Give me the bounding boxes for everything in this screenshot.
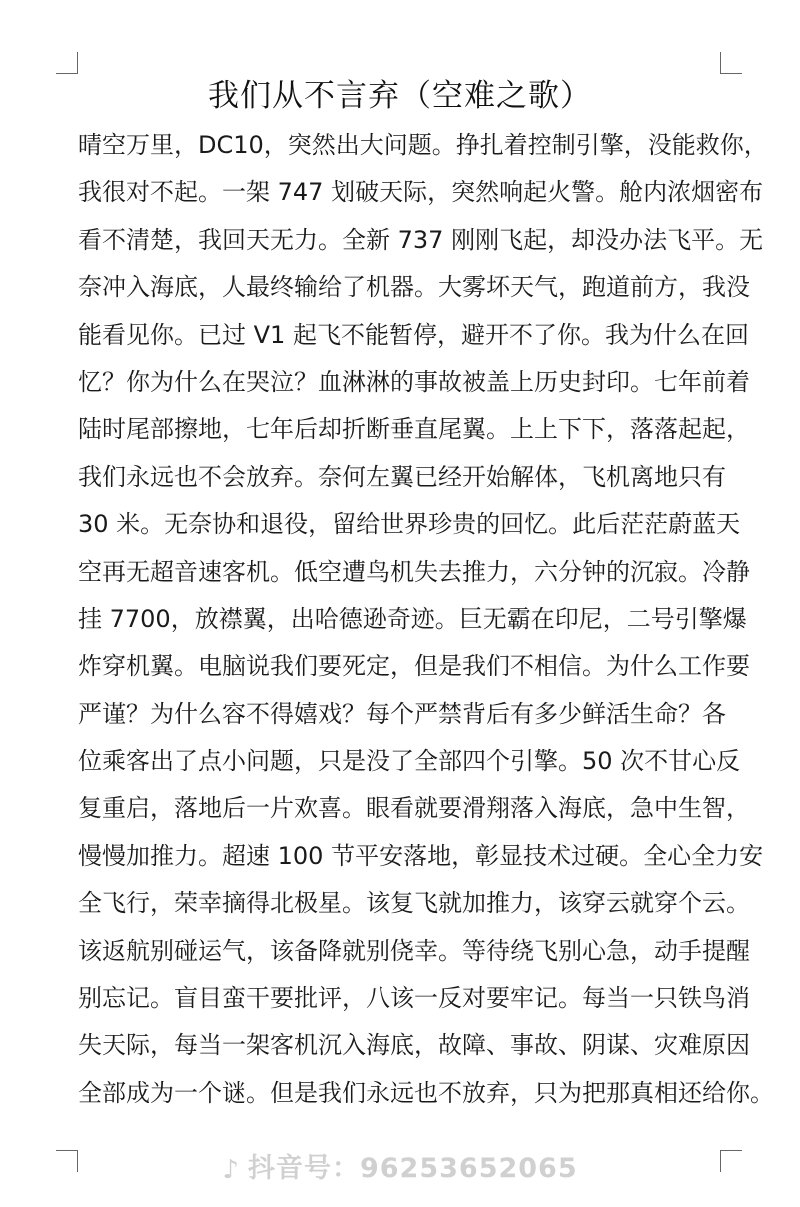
body-line: 空再无超音速客机。低空遭鸟机失去推力，六分钟的沉寂。冷静 [78, 557, 750, 586]
crop-mark-top-right [720, 52, 742, 74]
body-line: 我很对不起。一架 747 划破天际，突然响起火警。舱内浓烟密布 [78, 178, 764, 207]
body-line: 严谨？为什么容不得嬉戏？每个严禁背后有多少鲜活生命？各 [78, 699, 726, 728]
body-line: 看不清楚，我回天无力。全新 737 刚刚飞起，却没办法飞平。无 [78, 225, 764, 254]
body-line: 该返航别碰运气，该备降就别侥幸。等待绕飞别心急，动手提醒 [78, 936, 750, 965]
document-title: 我们从不言弃（空难之歌） [208, 78, 592, 114]
body-line: 复重启，落地后一片欢喜。眼看就要滑翔落入海底，急中生智， [78, 794, 750, 823]
body-line: 别忘记。盲目蛮干要批评，八该一反对要牢记。每当一只铁鸟消 [78, 984, 750, 1013]
body-line: 忆？你为什么在哭泣？血淋淋的事故被盖上历史封印。七年前着 [78, 367, 750, 396]
douyin-logo-icon: ♪ [222, 1155, 240, 1185]
body-line: 我们永远也不会放弃。奈何左翼已经开始解体，飞机离地只有 [78, 462, 726, 491]
body-line: 奈冲入海底，人最终输给了机器。大雾坏天气，跑道前方，我没 [78, 273, 750, 302]
douyin-watermark [0, 1145, 800, 1194]
body-line: 30 米。无奈协和退役，留给世界珍贵的回忆。此后茫茫蔚蓝天 [78, 510, 741, 539]
crop-mark-top-left [56, 52, 78, 74]
body-line: 全部成为一个谜。但是我们永远也不放弃，只为把那真相还给你。 [78, 1078, 774, 1107]
body-line: 能看见你。已过 V1 起飞不能暂停，避开不了你。我为什么在回 [78, 320, 749, 349]
body-line: 陆时尾部擦地，七年后却折断垂直尾翼。上上下下，落落起起， [78, 415, 750, 444]
body-line: 全飞行，荣幸摘得北极星。该复飞就加推力，该穿云就穿个云。 [78, 889, 750, 918]
body-line: 失天际，每当一架客机沉入海底，故障、事故、阴谋、灾难原因 [78, 1031, 750, 1060]
document-body [78, 122, 774, 1117]
body-line: 晴空万里，DC10，突然出大问题。挣扎着控制引擎，没能救你， [78, 131, 768, 159]
body-line: 挂 7700，放襟翼，出哈德逊奇迹。巨无霸在印尼，二号引擎爆 [78, 604, 747, 633]
body-line: 慢慢加推力。超速 100 节平安落地，彰显技术过硬。全心全力安 [78, 841, 764, 870]
body-line: 炸穿机翼。电脑说我们要死定，但是我们不相信。为什么工作要 [78, 652, 750, 681]
body-line: 位乘客出了点小问题，只是没了全部四个引擎。50 次不甘心反 [78, 747, 741, 776]
watermark-text: 抖音号：96253652065 [247, 1153, 578, 1184]
